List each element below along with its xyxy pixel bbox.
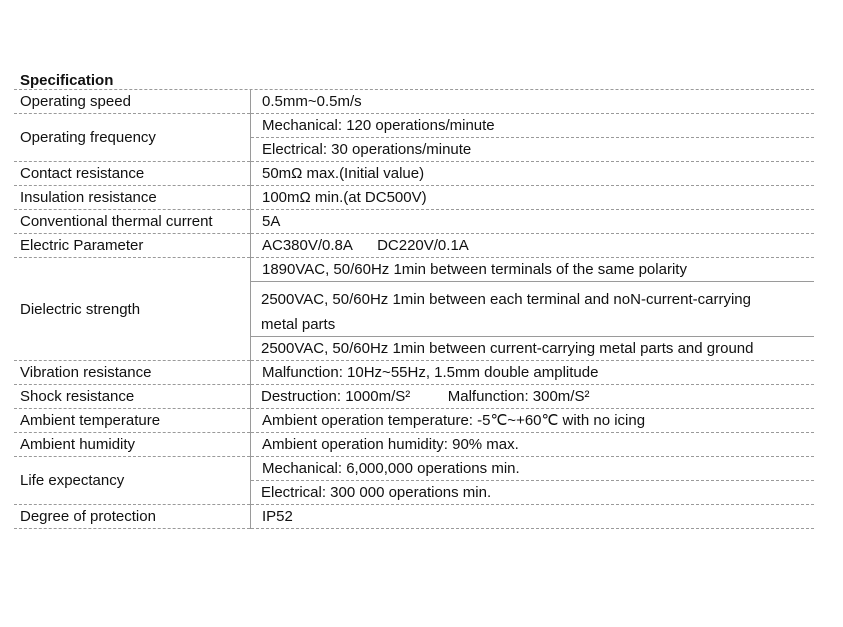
spec-row <box>14 385 814 409</box>
spec-label: Insulation resistance <box>14 186 251 210</box>
spec-row <box>14 409 814 433</box>
spec-value: 50mΩ max.(Initial value) <box>251 162 815 186</box>
spec-title: Specification <box>14 72 814 90</box>
spec-value: Ambient operation humidity: 90% max. <box>251 433 815 457</box>
spec-label: Conventional thermal current <box>14 210 251 234</box>
spec-row <box>14 457 814 481</box>
spec-row <box>14 505 814 529</box>
spec-value: 0.5mm~0.5m/s <box>251 90 815 114</box>
spec-value-line: 2500VAC, 50/60Hz 1min between each terminal and noN-current-carrying <box>261 291 751 308</box>
spec-label: Contact resistance <box>14 162 251 186</box>
spec-row <box>14 361 814 385</box>
spec-row <box>14 234 814 258</box>
spec-value: Destruction: 1000m/S² Malfunction: 300m/S² <box>251 385 815 409</box>
spec-label: Dielectric strength <box>14 258 251 361</box>
spec-value: Mechanical: 120 operations/minute <box>251 114 815 138</box>
spec-label: Operating frequency <box>14 114 251 162</box>
spec-value: Ambient operation temperature: -5℃~+60℃ with no icing <box>251 409 815 433</box>
spec-value: Electrical: 300 000 operations min. <box>251 481 815 505</box>
spec-row <box>14 258 814 282</box>
spec-value: 2500VAC, 50/60Hz 1min between current-carrying metal parts and ground <box>251 337 815 361</box>
spec-label: Vibration resistance <box>14 361 251 385</box>
spec-label: Electric Parameter <box>14 234 251 258</box>
spec-value-line: metal parts <box>261 316 336 333</box>
spec-label: Life expectancy <box>14 457 251 505</box>
spec-row <box>14 90 814 114</box>
spec-value: Electrical: 30 operations/minute <box>251 138 815 162</box>
spec-value: 1890VAC, 50/60Hz 1min between terminals of the same polarity <box>251 258 815 282</box>
spec-label: Degree of protection <box>14 505 251 529</box>
spec-value: IP52 <box>251 505 815 529</box>
spec-label: Ambient temperature <box>14 409 251 433</box>
spec-label: Operating speed <box>14 90 251 114</box>
spec-table <box>14 90 814 529</box>
spec-row <box>14 186 814 210</box>
spec-value: 5A <box>251 210 815 234</box>
spec-value-multiline <box>251 282 815 337</box>
spec-label: Shock resistance <box>14 385 251 409</box>
spec-value: Mechanical: 6,000,000 operations min. <box>251 457 815 481</box>
spec-row <box>14 162 814 186</box>
spec-row <box>14 433 814 457</box>
spec-value: Malfunction: 10Hz~55Hz, 1.5mm double amplitude <box>251 361 815 385</box>
spec-row <box>14 210 814 234</box>
spec-value: 100mΩ min.(at DC500V) <box>251 186 815 210</box>
spec-row <box>14 114 814 138</box>
spec-label: Ambient humidity <box>14 433 251 457</box>
specification-sheet <box>14 72 814 529</box>
spec-value: AC380V/0.8A DC220V/0.1A <box>251 234 815 258</box>
